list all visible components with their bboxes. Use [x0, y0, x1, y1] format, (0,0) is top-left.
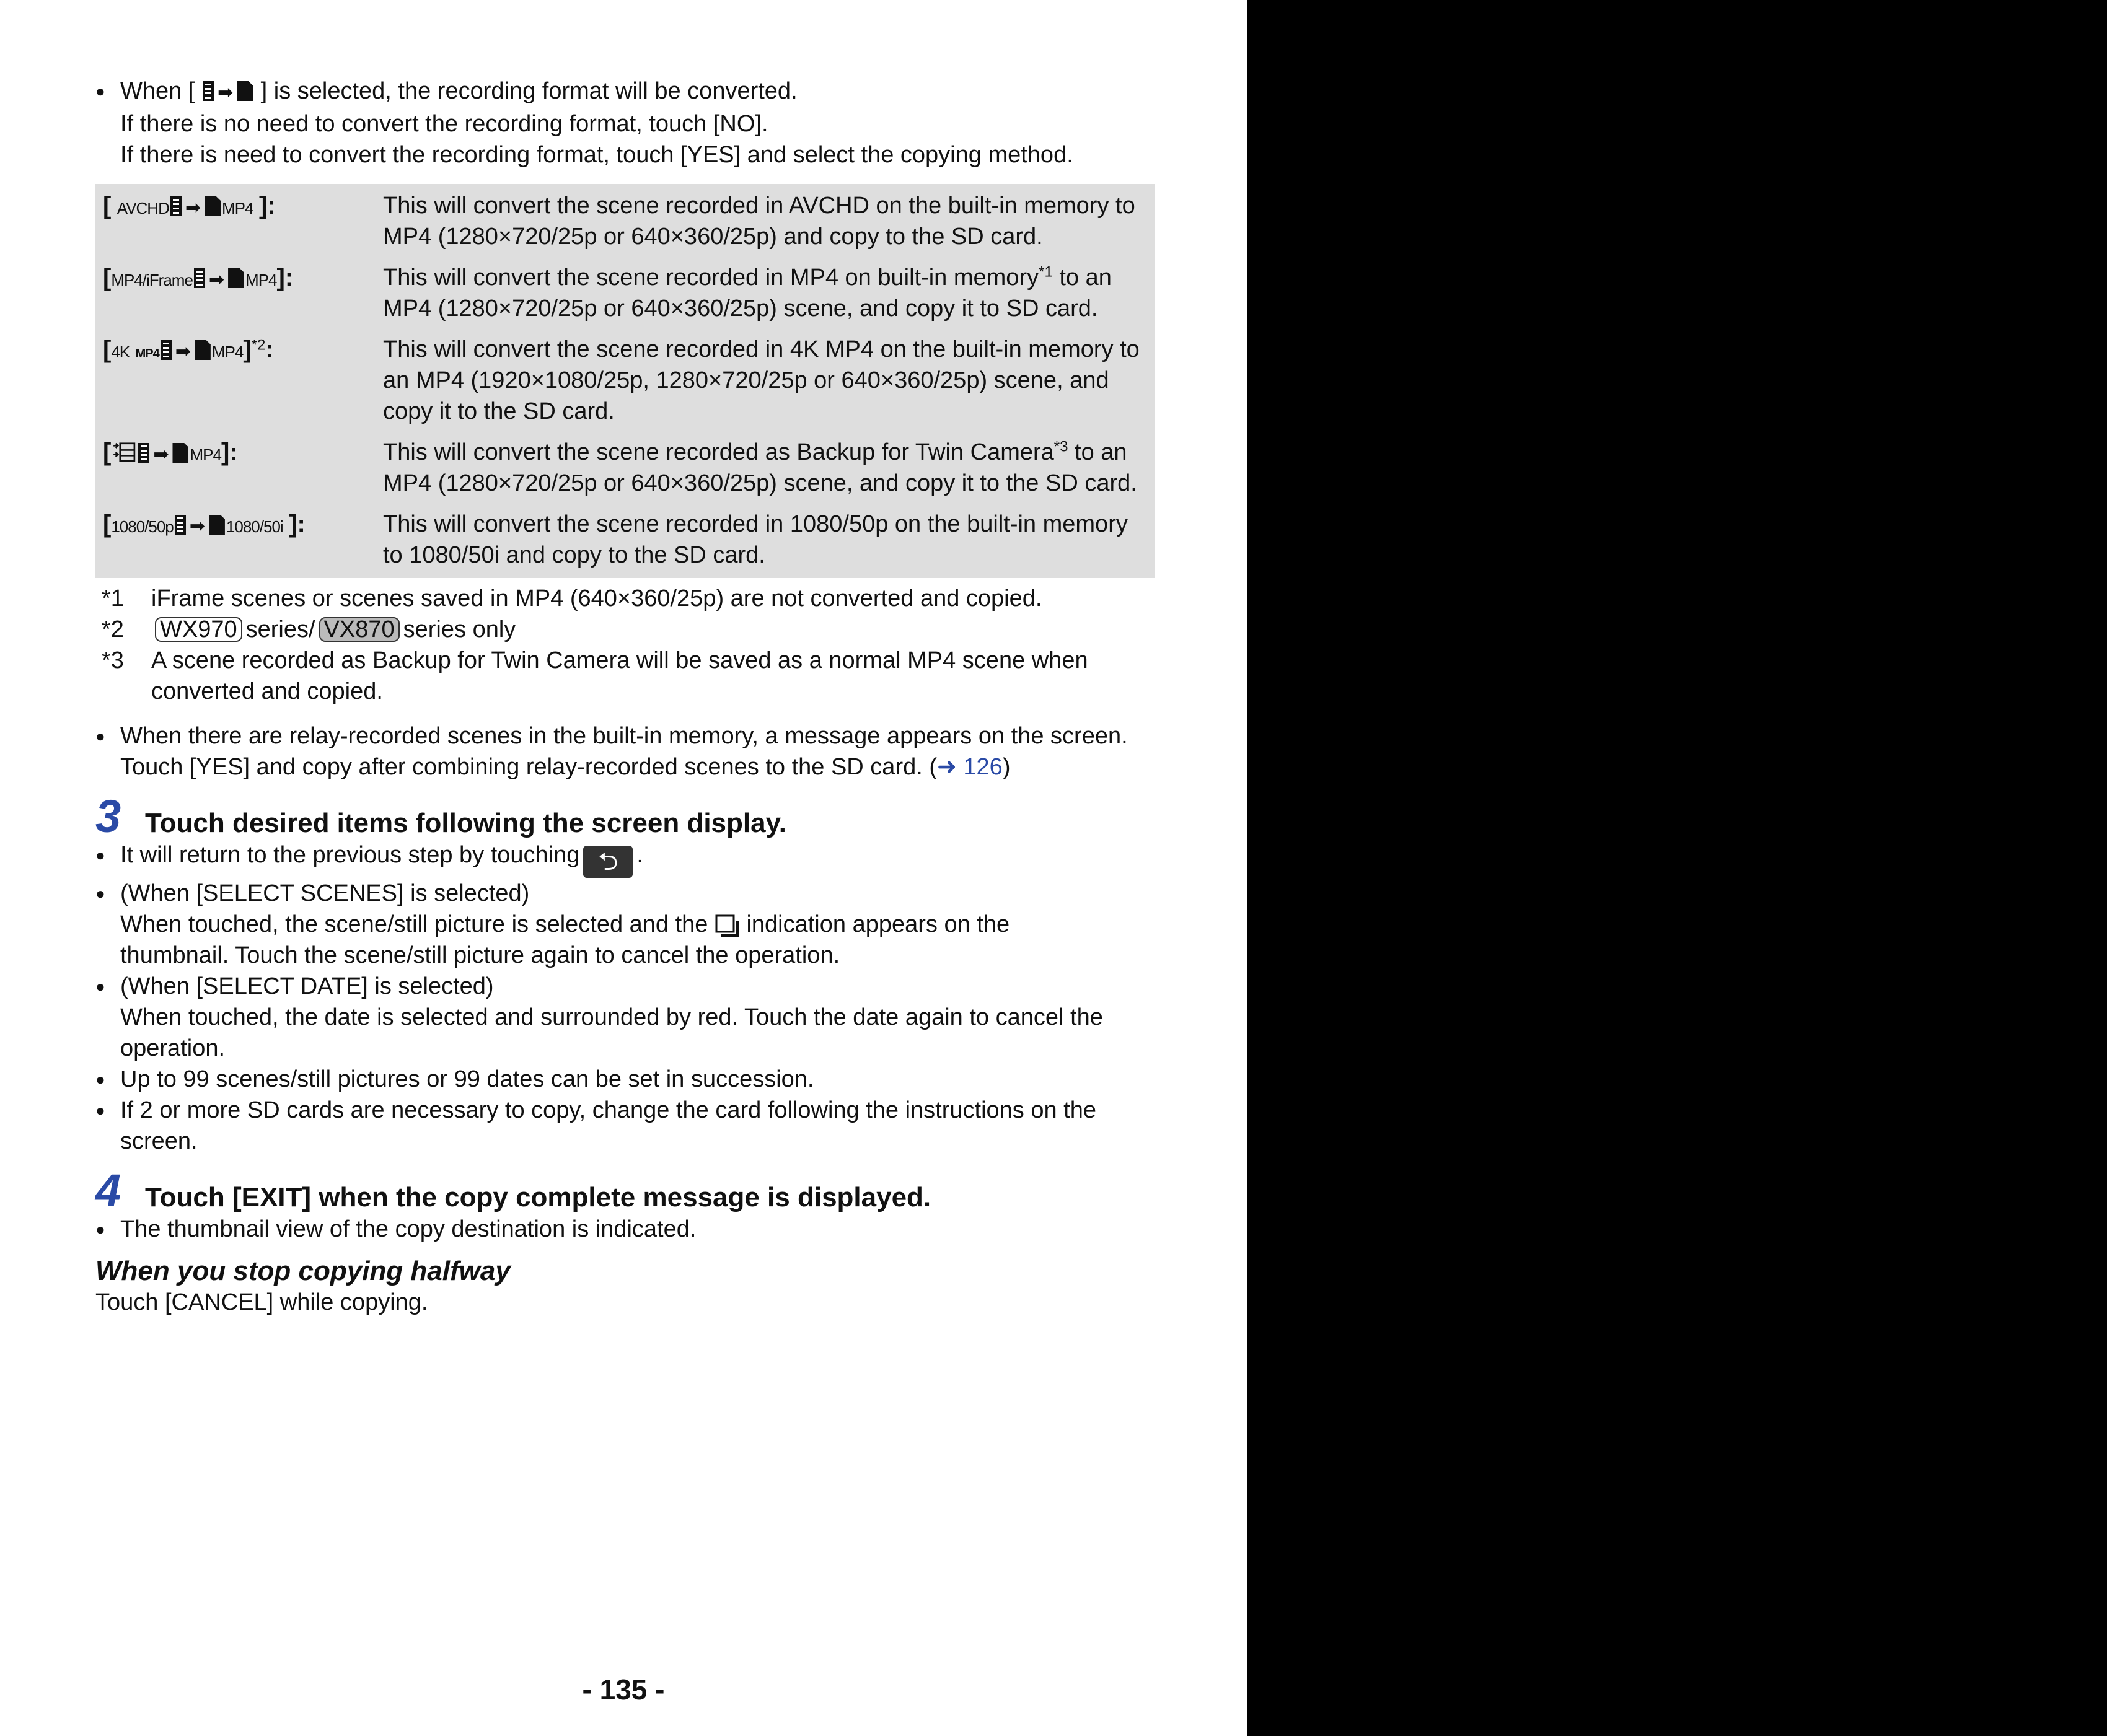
sd-card-icon: [228, 268, 244, 288]
key-label: 4K: [111, 343, 130, 361]
key-target: 1080/50i: [226, 517, 283, 536]
key-label: MP4: [135, 347, 159, 361]
step4-bullet: ● The thumbnail view of the copy destination is indicated.: [95, 1214, 1155, 1245]
relay-bullet: [95, 721, 1155, 783]
step3-bullet: ● If 2 or more SD cards are necessary to copy, change the card following the instructions on the screen.: [95, 1095, 1155, 1157]
row-key: [ ➡ MP4]:: [103, 437, 383, 499]
footnote-text: series only: [403, 616, 516, 642]
footnote-ref: *2: [251, 336, 266, 354]
table-row: [103, 437, 1144, 499]
bullet-text: When touched, the scene/still picture is selected and the: [120, 911, 708, 937]
built-in-memory-icon: [194, 268, 205, 288]
intro-bullet: [95, 76, 1155, 170]
footnote-mark: *1: [102, 585, 124, 612]
sd-card-icon: [209, 515, 225, 535]
row-key: [1080/50p ➡ 1080/50i ]:: [103, 509, 383, 571]
built-in-memory-icon: [175, 515, 186, 535]
intro-text: When [: [120, 78, 195, 104]
model-badge: WX970: [155, 617, 242, 642]
arrow-icon: ➡: [185, 198, 201, 218]
page-link[interactable]: ➜ 126: [937, 754, 1003, 780]
return-icon: ⮌: [583, 846, 633, 878]
relay-text: ): [1002, 754, 1011, 780]
row-desc: [383, 437, 1144, 499]
sd-card-icon: [195, 340, 211, 360]
row-desc: This will convert the scene recorded in 1080/50p on the built-in memory to 1080/50i and copy to the SD card.: [383, 511, 1128, 568]
footnote-text: series/: [245, 616, 315, 642]
step-number: 4: [95, 1165, 121, 1216]
twin-camera-backup-icon: [111, 442, 137, 462]
footnote-mark: *3: [102, 647, 124, 673]
key-label: 1080/50p: [111, 517, 174, 536]
step3-bullet: [95, 971, 1155, 1064]
desc-text: This will convert the scene recorded as Backup for Twin Camera: [383, 439, 1054, 465]
key-target: MP4: [211, 343, 244, 361]
relay-text: When there are relay-recorded scenes in the built-in memory, a message appears on the screen.: [120, 723, 1128, 749]
content: [95, 76, 1155, 1318]
model-badge: VX870: [319, 617, 400, 642]
selected-indication-icon: [715, 914, 739, 937]
row-desc: [383, 262, 1144, 324]
relay-text: Touch [YES] and copy after combining relay-recorded scenes to the SD card. (: [120, 754, 937, 780]
footnote-ref: *1: [1039, 263, 1053, 281]
bullet-text: .: [636, 842, 643, 868]
arrow-icon: ➡: [153, 444, 169, 465]
step3-bullet: ● Up to 99 scenes/still pictures or 99 dates can be set in succession.: [95, 1064, 1155, 1095]
intro-text: If there is no need to convert the recording format, touch [NO].: [120, 111, 768, 137]
table-row: [103, 190, 1144, 252]
built-in-memory-icon: [203, 81, 214, 101]
bullet-text: (When [SELECT SCENES] is selected): [120, 880, 530, 906]
sd-card-icon: [237, 81, 253, 101]
bullet-text: It will return to the previous step by touching: [120, 842, 580, 868]
bullet-text: When touched, the date is selected and surrounded by red. Touch the date again to cancel the operation.: [120, 1004, 1103, 1061]
desc-text: to an MP4 (1280×720/25p or 640×360/25p) scene, and copy it to SD card.: [383, 265, 1112, 322]
key-target: MP4: [245, 271, 277, 289]
row-key: [ AVCHD ➡ MP4 ]:: [103, 190, 383, 252]
intro-text: ] is selected, the recording format will be converted.: [260, 78, 798, 104]
table-row: [103, 509, 1144, 571]
intro-text: If there is need to convert the recording format, touch [YES] and select the copying method.: [120, 142, 1073, 168]
bullet-text: thumbnail. Touch the scene/still picture again to cancel the operation.: [120, 942, 840, 968]
row-key: [MP4/iFrame ➡ MP4]:: [103, 262, 383, 324]
desc-text: This will convert the scene recorded in MP4 on built-in memory: [383, 265, 1039, 291]
bullet-text: (When [SELECT DATE] is selected): [120, 973, 494, 999]
key-target: MP4: [222, 199, 253, 217]
page-number: - 135 -: [582, 1673, 665, 1706]
step-number: 3: [95, 791, 121, 842]
arrow-icon: ➡: [217, 82, 234, 103]
key-label: MP4/iFrame: [111, 271, 193, 289]
footnote-mark: *2: [102, 616, 124, 642]
row-desc: This will convert the scene recorded in 4K MP4 on the built-in memory to an MP4 (1920×1080/25p, 1280×720/25p or 640×360/25p) scene, and copy it to the SD card.: [383, 336, 1140, 424]
footnote-text: iFrame scenes or scenes saved in MP4 (640×360/25p) are not converted and copied.: [151, 585, 1042, 612]
footnote-ref: *3: [1054, 438, 1068, 455]
table-row: [103, 262, 1144, 324]
table-row: [103, 334, 1144, 427]
built-in-memory-icon: [170, 196, 182, 216]
sd-card-icon: [205, 196, 221, 216]
footnote: [95, 614, 1155, 645]
step-title: Touch desired items following the screen display.: [145, 808, 787, 838]
step3-bullet: [95, 840, 1155, 878]
footnote-text: A scene recorded as Backup for Twin Camera will be saved as a normal MP4 scene when converted and copied.: [151, 647, 1088, 704]
halfway-text: Touch [CANCEL] while copying.: [95, 1289, 428, 1315]
footnote: [95, 583, 1155, 614]
key-target: MP4: [190, 445, 221, 464]
built-in-memory-icon: [161, 340, 172, 360]
arrow-icon: ➡: [175, 341, 191, 362]
footnote: [95, 645, 1155, 707]
row-desc: This will convert the scene recorded in AVCHD on the built-in memory to MP4 (1280×720/25p or 640×360/25p) and copy to the SD card.: [383, 193, 1135, 250]
bullet-text: indication appears on the: [746, 911, 1010, 937]
conversion-table: [95, 184, 1155, 578]
step3-bullet: [95, 878, 1155, 971]
sd-card-icon: [172, 443, 188, 463]
built-in-memory-icon: [138, 443, 149, 463]
step-4-heading: [95, 1165, 1155, 1216]
step-title: Touch [EXIT] when the copy complete message is displayed.: [145, 1182, 931, 1212]
desc-text: to an MP4 (1280×720/25p or 640×360/25p) scene, and copy it to the SD card.: [383, 439, 1137, 496]
row-key: [4K MP4 ➡ MP4]$^{*2}$:: [103, 334, 383, 427]
step-3-heading: [95, 791, 1155, 842]
arrow-icon: ➡: [189, 516, 205, 537]
subheading: When you stop copying halfway: [95, 1256, 511, 1286]
key-label: AVCHD: [117, 199, 169, 217]
arrow-icon: ➡: [208, 270, 225, 290]
